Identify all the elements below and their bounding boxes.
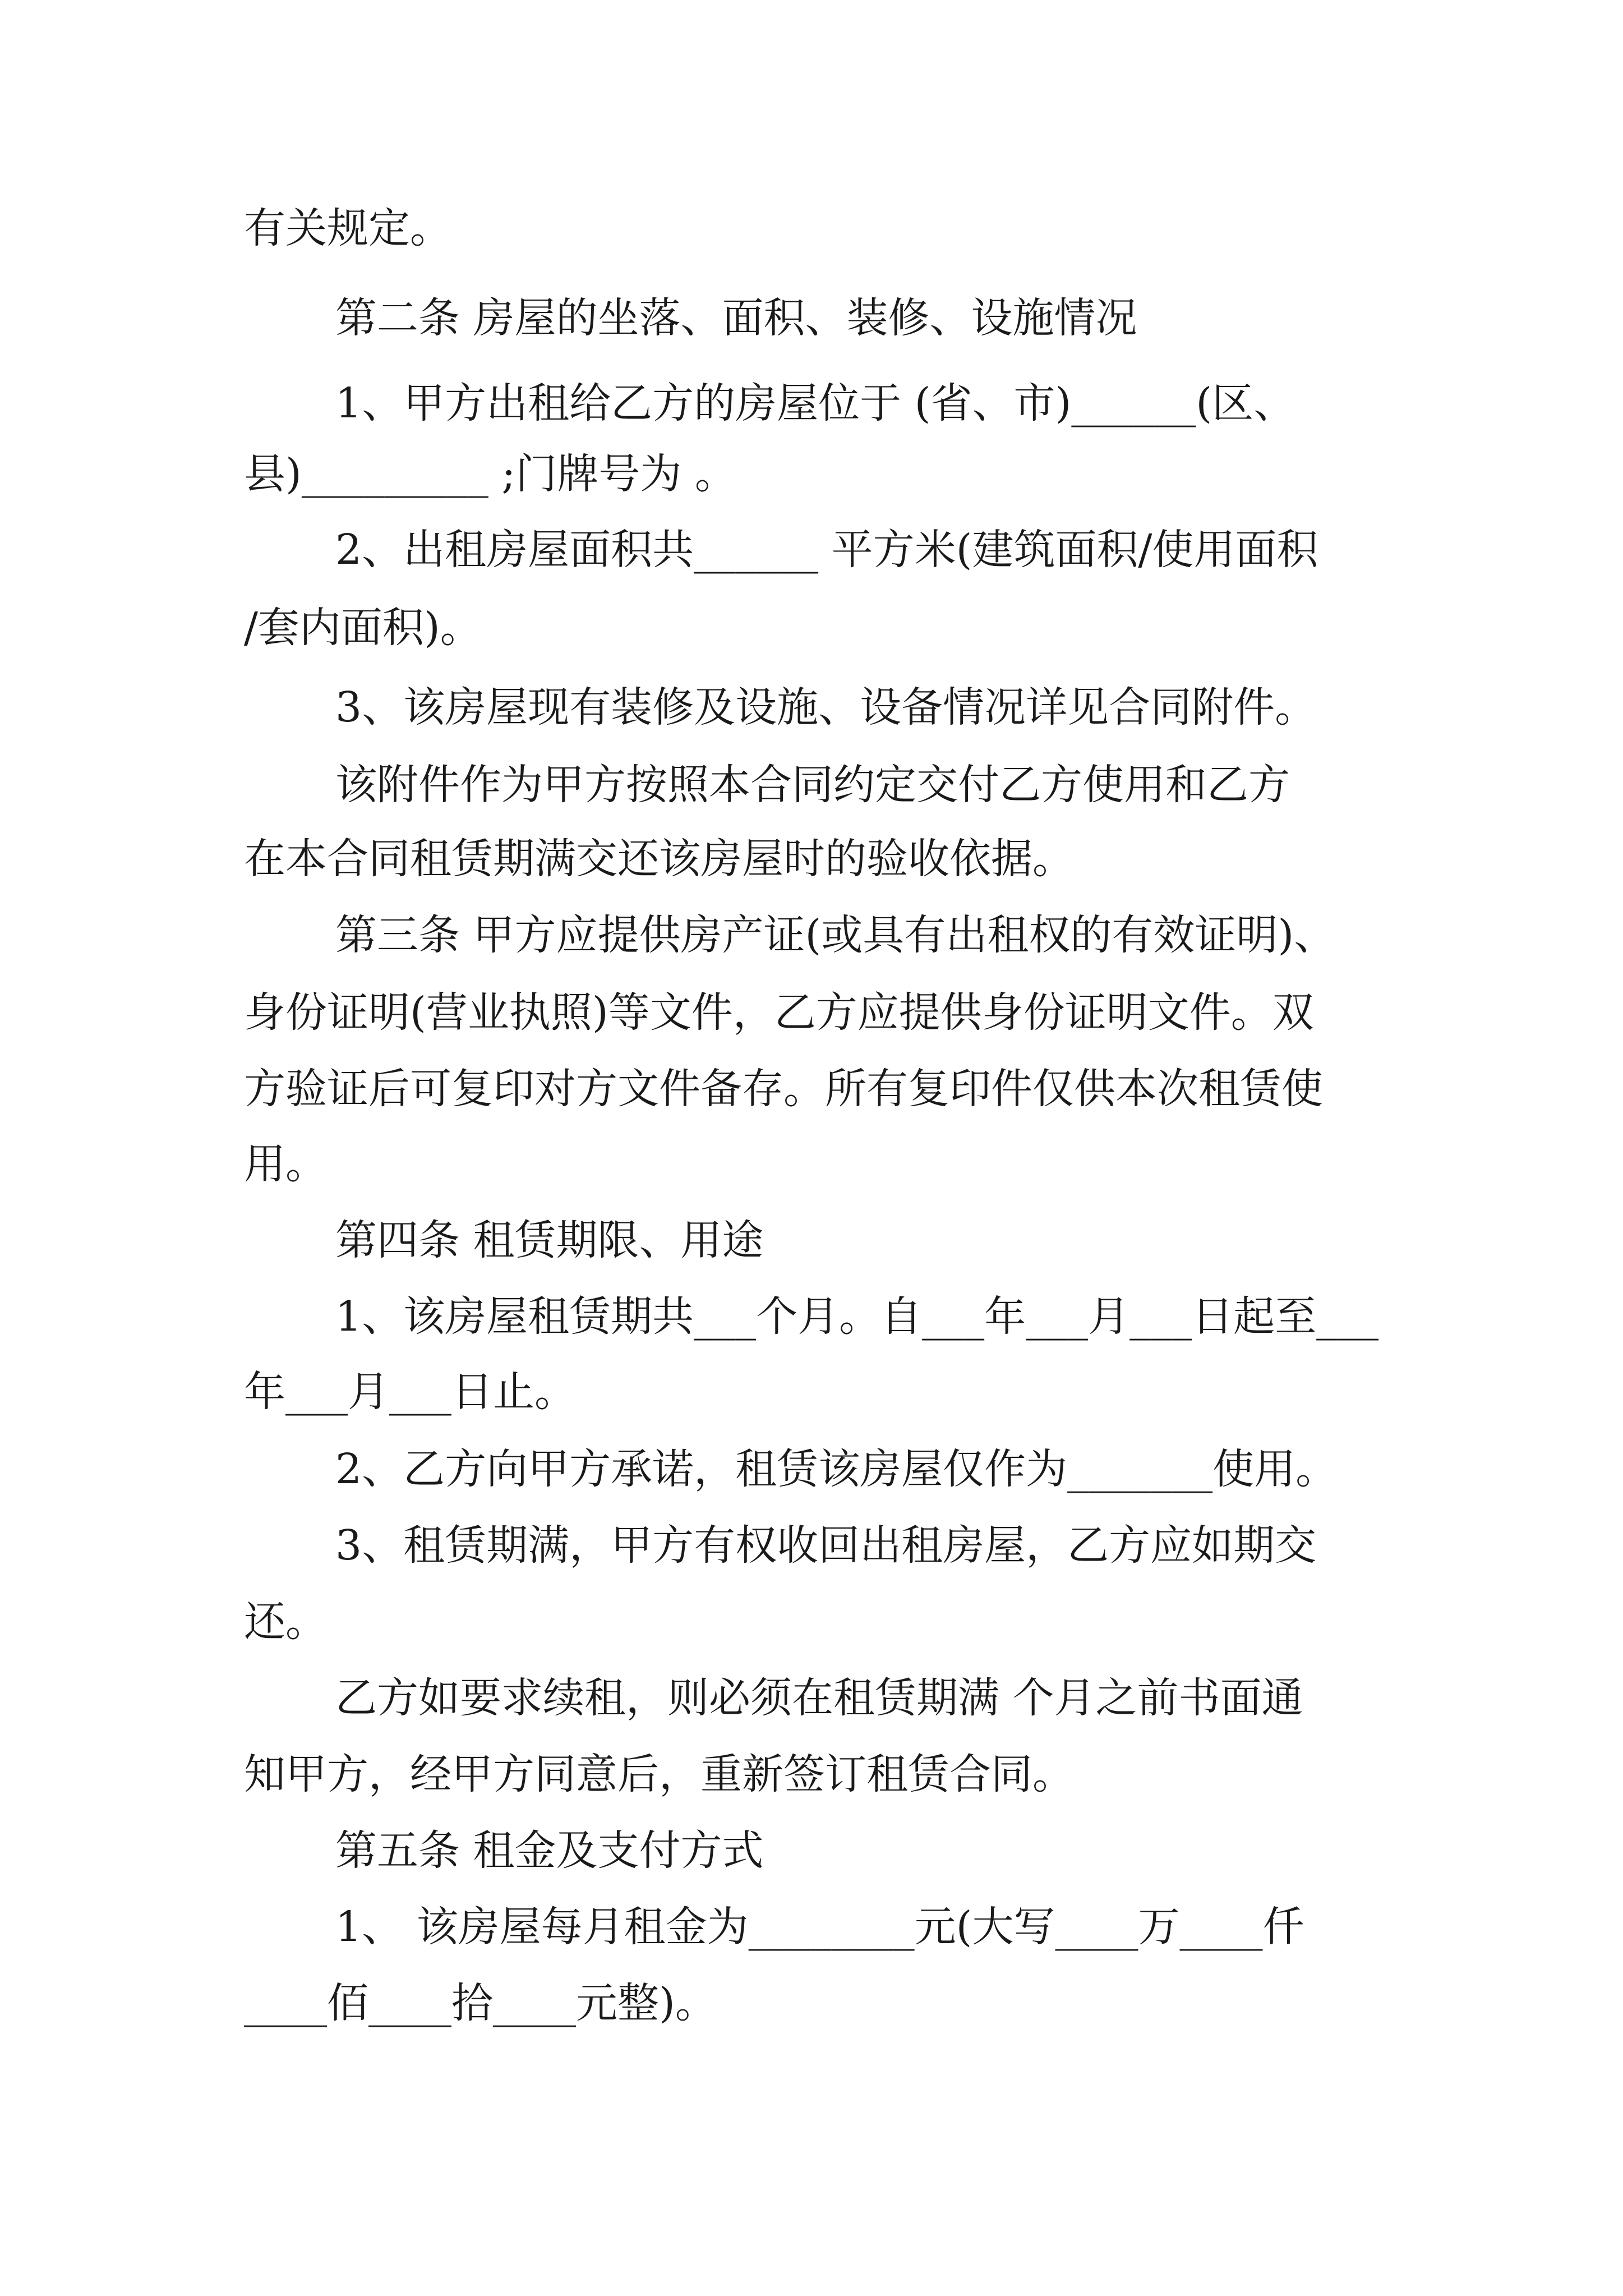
text-line-21: 知甲方，经甲方同意后，重新签订租赁合同。	[244, 1750, 1074, 1798]
text-line-18: 3、租赁期满，甲方有权收回出租房屋，乙方应如期交	[335, 1521, 1317, 1570]
text-line-12: 方验证后可复印对方文件备存。所有复印件仅供本次租赁使	[244, 1065, 1323, 1113]
text-line-9: 在本合同租赁期满交还该房屋时的验收依据。	[244, 835, 1074, 883]
article-3-heading: 第三条 甲方应提供房产证(或具有出租权的有效证明)、	[335, 911, 1336, 959]
text-line-13: 用。	[244, 1140, 327, 1188]
article-2-heading: 第二条 房屋的坐落、面积、装修、设施情况	[335, 294, 1137, 342]
text-line-6: /套内面积)。	[244, 604, 482, 652]
text-line-23: 1、 该房屋每月租金为________元(大写____万____仟	[335, 1903, 1304, 1951]
text-line-11: 身份证明(营业执照)等文件，乙方应提供身份证明文件。双	[244, 988, 1314, 1037]
text-line-4: 县)_________ ;门牌号为 。	[244, 450, 736, 498]
text-line-3: 1、甲方出租给乙方的房屋位于 (省、市)______(区、	[335, 379, 1295, 427]
text-line-24: ____佰____拾____元整)。	[244, 1979, 717, 2027]
text-line-17: 2、乙方向甲方承诺，租赁该房屋仅作为_______使用。	[335, 1445, 1338, 1493]
text-line-20: 乙方如要求续租，则必须在租赁期满 个月之前书面通	[335, 1674, 1303, 1722]
text-line-1: 有关规定。	[244, 204, 451, 252]
text-line-16: 年___月___日止。	[244, 1368, 576, 1416]
text-line-19: 还。	[244, 1598, 327, 1646]
article-4-heading: 第四条 租赁期限、用途	[335, 1216, 764, 1264]
text-line-5: 2、出租房屋面积共______ 平方米(建筑面积/使用面积	[335, 526, 1318, 574]
text-line-15: 1、该房屋租赁期共___个月。自___年___月___日起至___	[335, 1292, 1379, 1341]
article-5-heading: 第五条 租金及支付方式	[335, 1826, 764, 1875]
text-line-8: 该附件作为甲方按照本合同约定交付乙方使用和乙方	[335, 761, 1290, 809]
text-line-7: 3、该房屋现有装修及设施、设备情况详见合同附件。	[335, 683, 1317, 731]
